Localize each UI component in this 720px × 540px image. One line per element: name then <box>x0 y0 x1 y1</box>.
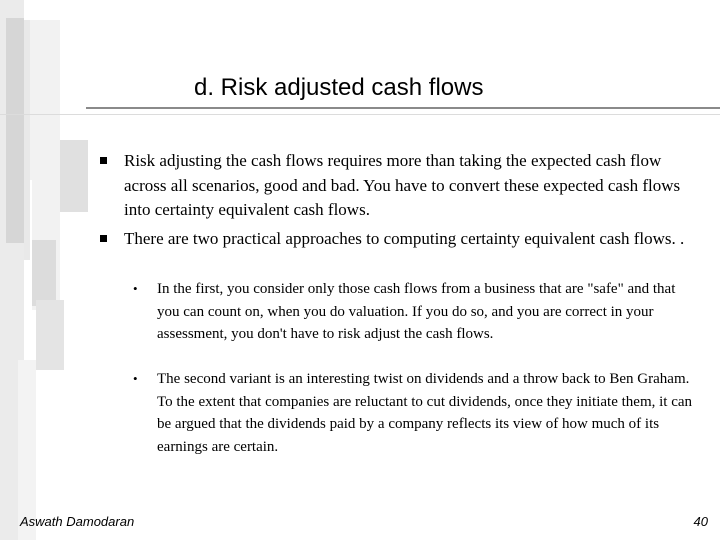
decor-bar <box>30 20 60 180</box>
decor-bar <box>36 300 64 370</box>
decor-bar <box>32 240 56 306</box>
title-rule-shadow <box>0 114 720 115</box>
sub-bullet-text: In the first, you consider only those cash flows from a business that are "safe" and that you can count on, when you do valuation. If you do so, and you are correct in your assessment, you don't have to risk adjust the cash flows. <box>157 281 676 342</box>
square-bullet-icon <box>100 235 107 242</box>
slide-title: d. Risk adjusted cash flows <box>194 74 484 101</box>
footer-author: Aswath Damodaran <box>20 514 135 529</box>
bullet-text: Risk adjusting the cash flows requires more than taking the expected cash flow across all scenarios, good and bad. You have to convert these expected cash flows into certainty equivalent cash flows. <box>124 151 681 219</box>
decor-bar <box>60 140 88 212</box>
dot-bullet-icon: • <box>133 281 138 296</box>
page-number: 40 <box>693 514 708 529</box>
sub-bullet-text: The second variant is an interesting twist on dividends and a throw back to Ben Graham. To the extent that companies are reluctant to cut dividends, once they initiate them, it can be argued that the dividends paid by a company reflects its view of how much of its earnings are certain. <box>157 371 693 455</box>
dot-bullet-icon: • <box>133 371 138 386</box>
bullet-text: There are two practical approaches to computing certainty equivalent cash flows. . <box>124 229 685 248</box>
square-bullet-icon <box>100 157 107 164</box>
decor-bar <box>18 360 36 540</box>
decor-bar <box>6 18 24 243</box>
title-rule <box>86 107 720 109</box>
